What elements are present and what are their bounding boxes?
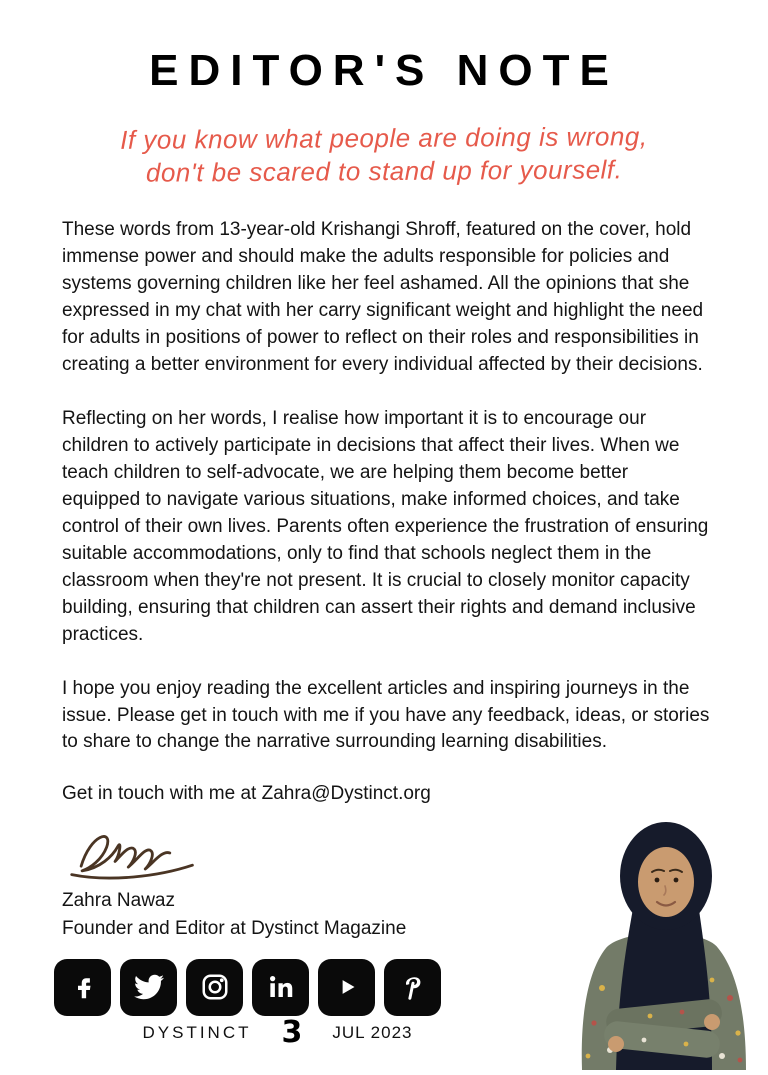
twitter-icon [134, 972, 164, 1002]
footer-page-number: 3 [281, 1015, 303, 1050]
youtube-icon [332, 972, 362, 1002]
paragraph-3: I hope you enjoy reading the excellent articles and inspiring journeys in the issue. Please get in touch with me if you have any feedback, ideas, or stories to share to change the narrative surrounding learning disabilities. [62, 677, 710, 753]
author-role: Founder and Editor at Dystinct Magazine [62, 917, 407, 939]
facebook-icon [68, 972, 98, 1002]
pinterest-icon [398, 972, 428, 1002]
quote-line-2: don't be scared to stand up for yourself. [145, 153, 623, 188]
footer-magazine-name: DYSTINCT [142, 1022, 252, 1042]
editor-portrait-illustration [554, 798, 768, 1070]
footer [0, 1015, 555, 1050]
social-link-youtube[interactable] [318, 959, 375, 1016]
instagram-icon [200, 972, 230, 1002]
page-title: EDITOR'S NOTE [149, 46, 619, 95]
contact-line: Get in touch with me at Zahra@Dystinct.org [62, 783, 431, 805]
social-link-linkedin[interactable] [252, 959, 309, 1016]
pull-quote [0, 119, 768, 189]
paragraph-1: These words from 13-year-old Krishangi Shroff, featured on the cover, hold immense power and should make the adults responsible for policies and systems governing children like her feel ashamed. All the opinions that she expressed in my chat with her carry significant weight and highlight the need for adults in positions of power to reflect on their roles and responsibilities in creating a better environment for every individual affected by their decisions. [62, 219, 704, 375]
author-name: Zahra Nawaz [62, 890, 175, 912]
social-link-instagram[interactable] [186, 959, 243, 1016]
editor-letter-body [62, 217, 710, 756]
quote-line-1: If you know what people are doing is wrong, [120, 121, 648, 155]
signature-icon [58, 819, 208, 885]
footer-date: JUL 2023 [332, 1022, 413, 1042]
linkedin-icon [266, 972, 296, 1002]
editors-note-page [0, 46, 768, 1070]
social-link-pinterest[interactable] [384, 959, 441, 1016]
social-link-twitter[interactable] [120, 959, 177, 1016]
editor-photo [554, 798, 768, 1070]
paragraph-2: Reflecting on her words, I realise how important it is to encourage our children to actively participate in decisions that affect their lives. When we teach children to self-advocate, we are helping them become better equipped to navigate various situations, make informed choices, and take control of their own lives. Parents often experience the frustration of ensuring suitable accommodations, only to find that schools neglect them in the classroom when they're not present. It is crucial to closely monitor capacity building, ensuring that children can assert their rights and demand inclusive practices. [62, 407, 709, 645]
social-link-facebook[interactable] [54, 959, 111, 1016]
